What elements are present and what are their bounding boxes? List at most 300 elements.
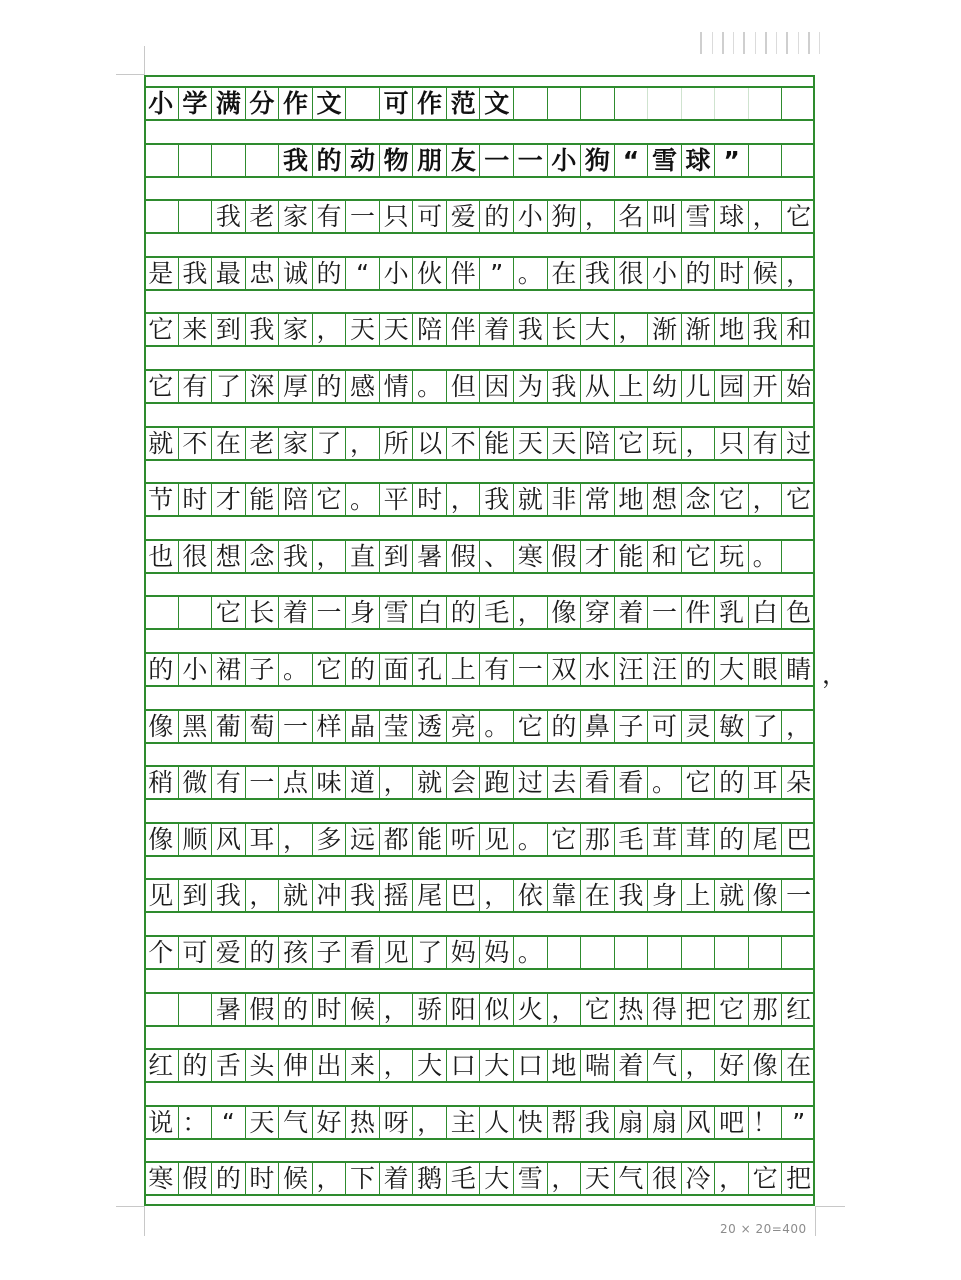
grid-cell: 爱: [211, 937, 245, 968]
grid-cell: ，: [312, 541, 346, 572]
grid-cell: 一: [479, 145, 513, 176]
grid-cell: 有: [178, 371, 212, 402]
grid-cell: 小: [547, 145, 581, 176]
grid-cell: 眼: [748, 654, 782, 685]
grid-cell: 一: [647, 597, 681, 628]
grid-cell: 为: [513, 371, 547, 402]
grid-cell: 园: [714, 371, 748, 402]
grid-cell: 着: [614, 1050, 648, 1081]
grid-cell: 来: [345, 1050, 379, 1081]
grid-cell: 它: [681, 767, 715, 798]
grid-cell: 才: [211, 484, 245, 515]
grid-cell: 儿: [681, 371, 715, 402]
grid-cell: 开: [748, 371, 782, 402]
grid-cell: 气: [278, 1107, 312, 1138]
grid-cell: 了: [748, 711, 782, 742]
faded-header-mark: [700, 30, 820, 56]
grid-cell: 穿: [580, 597, 614, 628]
grid-cell: 一: [245, 767, 279, 798]
grid-cell: [144, 145, 178, 176]
grid-cell: 就: [278, 880, 312, 911]
grid-cell: 茸: [681, 824, 715, 855]
grid-cell: ，: [614, 314, 648, 345]
grid-cell: 渐: [647, 314, 681, 345]
grid-cell: [714, 88, 748, 119]
grid-cell: 也: [148, 541, 174, 571]
grid-cell: 似: [479, 994, 513, 1025]
grid-cell: 一: [345, 201, 379, 232]
grid-cell: 深: [245, 371, 279, 402]
grid-cell: 玩: [714, 541, 748, 572]
grid-cell: 玩: [647, 428, 681, 459]
grid-cell: 候: [345, 994, 379, 1025]
grid-cell: 点: [278, 767, 312, 798]
grid-cell: 球: [681, 145, 715, 176]
grid-cell: 色: [781, 597, 815, 628]
grid-row: [144, 1161, 815, 1196]
grid-cell: 白: [412, 597, 446, 628]
grid-cell: 不: [178, 428, 212, 459]
grid-cell: 见: [379, 937, 413, 968]
grid-cell: 睛: [781, 654, 815, 685]
grid-cell: 就: [513, 484, 547, 515]
grid-size-label: 20 × 20=400: [720, 1222, 807, 1236]
grid-cell: 它: [148, 315, 174, 345]
grid-cell: 的: [178, 1050, 212, 1081]
grid-cell: [614, 88, 648, 119]
grid-cell: 节: [148, 485, 174, 515]
grid-cell: 扇: [647, 1107, 681, 1138]
grid-cell: 诚: [278, 258, 312, 289]
grid-cell: 念: [245, 541, 279, 572]
grid-cell: [748, 88, 782, 119]
grid-cell: 。: [479, 711, 513, 742]
grid-cell: 它: [748, 1163, 782, 1194]
grid-cell: 它: [580, 994, 614, 1025]
grid-cell: [714, 937, 748, 968]
grid-cell: 微: [178, 767, 212, 798]
grid-row: [144, 822, 815, 857]
grid-cell: ，: [748, 484, 782, 515]
grid-cell: 朵: [781, 767, 815, 798]
grid-cell: ，: [781, 711, 815, 742]
grid-cell: 红: [781, 994, 815, 1025]
grid-cell: 扇: [614, 1107, 648, 1138]
grid-cell: 呀: [379, 1107, 413, 1138]
grid-cell: 寒: [513, 541, 547, 572]
grid-cell: 看: [614, 767, 648, 798]
grid-cell: 巴: [781, 824, 815, 855]
crop-mark-top-left-v: [144, 46, 145, 75]
grid-cell: 可: [178, 937, 212, 968]
grid-cell: 学: [178, 88, 212, 119]
grid-cell: 小: [148, 89, 174, 118]
grid-cell: 分: [245, 88, 279, 119]
grid-cell: 靠: [547, 880, 581, 911]
grid-cell: 孩: [278, 937, 312, 968]
overflow-punctuation: ，: [822, 660, 848, 689]
grid-cell: 灵: [681, 711, 715, 742]
grid-cell: 时: [412, 484, 446, 515]
grid-cell: 个: [148, 938, 174, 967]
grid-cell: 它: [312, 654, 346, 685]
grid-cell: 亮: [446, 711, 480, 742]
grid-cell: 物: [379, 145, 413, 176]
grid-cell: ，: [379, 994, 413, 1025]
grid-cell: 我: [245, 314, 279, 345]
grid-cell: 上: [681, 880, 715, 911]
grid-cell: 鹅: [412, 1163, 446, 1194]
grid-cell: 地: [547, 1050, 581, 1081]
grid-cell: 过: [513, 767, 547, 798]
grid-cell: 乳: [714, 597, 748, 628]
grid-cell: [178, 201, 212, 232]
grid-cell: 像: [148, 711, 174, 741]
grid-cell: 摇: [379, 880, 413, 911]
grid-cell: 小: [647, 258, 681, 289]
grid-cell: 它: [211, 597, 245, 628]
grid-cell: 见: [148, 881, 174, 911]
grid-cell: 友: [446, 145, 480, 176]
grid-cell: 叫: [647, 201, 681, 232]
grid-cell: 那: [748, 994, 782, 1025]
grid-cell: 毛: [479, 597, 513, 628]
grid-cell: 尾: [412, 880, 446, 911]
grid-cell: 小: [513, 201, 547, 232]
grid-cell: 念: [681, 484, 715, 515]
grid-row: [144, 709, 815, 744]
grid-cell: ，: [278, 824, 312, 855]
grid-cell: 子: [312, 937, 346, 968]
grid-cell: [781, 88, 815, 119]
grid-cell: 我: [614, 880, 648, 911]
grid-cell: 了: [412, 937, 446, 968]
grid-cell: 它: [312, 484, 346, 515]
grid-cell: 毛: [446, 1163, 480, 1194]
grid-cell: 时: [714, 258, 748, 289]
grid-cell: 陪: [580, 428, 614, 459]
grid-cell: 毛: [614, 824, 648, 855]
grid-cell: 汪: [647, 654, 681, 685]
grid-cell: 雪: [647, 145, 681, 176]
grid-cell: 一: [278, 711, 312, 742]
grid-cell: 妈: [479, 937, 513, 968]
grid-cell: ，: [781, 258, 815, 289]
grid-row: [144, 652, 815, 687]
grid-cell: 伴: [446, 314, 480, 345]
grid-cell: “: [211, 1107, 245, 1138]
grid-cell: 大: [412, 1050, 446, 1081]
grid-cell: 能: [245, 484, 279, 515]
grid-cell: 的: [547, 711, 581, 742]
grid-cell: 着: [614, 597, 648, 628]
grid-cell: 裙: [211, 654, 245, 685]
grid-cell: 。: [647, 767, 681, 798]
grid-cell: 伸: [278, 1050, 312, 1081]
grid-cell: 吧: [714, 1107, 748, 1138]
grid-row: [144, 256, 815, 291]
grid-cell: 就: [412, 767, 446, 798]
grid-cell: ，: [580, 201, 614, 232]
grid-cell: 作: [278, 88, 312, 119]
grid-cell: 天: [547, 428, 581, 459]
grid-cell: ！: [748, 1107, 782, 1138]
grid-cell: 在: [781, 1050, 815, 1081]
grid-cell: 假: [178, 1163, 212, 1194]
grid-cell: 的: [714, 767, 748, 798]
grid-row: [144, 878, 815, 913]
grid-cell: 地: [614, 484, 648, 515]
grid-cell: 的: [714, 824, 748, 855]
grid-cell: 时: [312, 994, 346, 1025]
grid-cell: 假: [547, 541, 581, 572]
grid-cell: 来: [178, 314, 212, 345]
grid-cell: 葡: [211, 711, 245, 742]
grid-cell: 冷: [681, 1163, 715, 1194]
grid-cell: 跑: [479, 767, 513, 798]
grid-cell: 喘: [580, 1050, 614, 1081]
grid-cell: 黑: [178, 711, 212, 742]
grid-cell: 会: [446, 767, 480, 798]
grid-cell: 妈: [446, 937, 480, 968]
grid-cell: 想: [211, 541, 245, 572]
grid-cell: 看: [345, 937, 379, 968]
grid-cell: 很: [614, 258, 648, 289]
grid-cell: 雪: [513, 1163, 547, 1194]
grid-cell: 能: [412, 824, 446, 855]
grid-cell: [647, 88, 681, 119]
grid-cell: 陪: [412, 314, 446, 345]
grid-cell: ，: [547, 1163, 581, 1194]
crop-mark-bottom-right-v: [815, 1206, 816, 1236]
grid-cell: 大: [714, 654, 748, 685]
grid-cell: ，: [345, 428, 379, 459]
grid-cell: 冲: [312, 880, 346, 911]
composition-grid-sheet: [144, 75, 815, 1206]
grid-cell: 名: [614, 201, 648, 232]
grid-row: [144, 595, 815, 630]
grid-cell: ：: [178, 1107, 212, 1138]
grid-cell: 一: [781, 880, 815, 911]
grid-cell: 范: [446, 88, 480, 119]
grid-cell: 候: [278, 1163, 312, 1194]
grid-cell: 天: [513, 428, 547, 459]
grid-cell: 厚: [278, 371, 312, 402]
grid-cell: 身: [647, 880, 681, 911]
grid-cell: 狗: [580, 145, 614, 176]
grid-cell: 和: [781, 314, 815, 345]
grid-cell: [513, 88, 547, 119]
grid-cell: 耳: [245, 824, 279, 855]
grid-cell: 天: [379, 314, 413, 345]
grid-cell: 非: [547, 484, 581, 515]
grid-cell: 始: [781, 371, 815, 402]
grid-cell: 可: [412, 201, 446, 232]
grid-cell: ，: [547, 994, 581, 1025]
grid-cell: 像: [748, 1050, 782, 1081]
grid-cell: 像: [547, 597, 581, 628]
grid-cell: 很: [647, 1163, 681, 1194]
grid-cell: 莹: [379, 711, 413, 742]
grid-cell: 常: [580, 484, 614, 515]
crop-mark-bottom-left-h: [116, 1206, 144, 1207]
grid-cell: 红: [148, 1051, 174, 1081]
grid-cell: 。: [513, 824, 547, 855]
grid-cell: 以: [412, 428, 446, 459]
grid-cell: 一: [312, 597, 346, 628]
grid-cell: [144, 201, 178, 232]
grid-cell: 能: [479, 428, 513, 459]
grid-cell: 、: [479, 541, 513, 572]
grid-cell: 文: [479, 88, 513, 119]
grid-cell: 大: [479, 1163, 513, 1194]
grid-cell: 出: [312, 1050, 346, 1081]
grid-cell: 着: [479, 314, 513, 345]
grid-cell: 骄: [412, 994, 446, 1025]
grid-row: [144, 992, 815, 1027]
grid-cell: 和: [647, 541, 681, 572]
grid-cell: 口: [513, 1050, 547, 1081]
grid-cell: 的: [312, 145, 346, 176]
grid-cell: 平: [379, 484, 413, 515]
grid-cell: 我: [345, 880, 379, 911]
grid-cell: 有: [312, 201, 346, 232]
grid-cell: [681, 88, 715, 119]
grid-cell: 忠: [245, 258, 279, 289]
grid-row: [144, 312, 815, 347]
grid-cell: 的: [278, 994, 312, 1025]
grid-cell: 帮: [547, 1107, 581, 1138]
grid-cell: [647, 937, 681, 968]
grid-cell: 时: [245, 1163, 279, 1194]
grid-cell: ，: [312, 314, 346, 345]
grid-cell: 了: [312, 428, 346, 459]
grid-cell: ”: [479, 258, 513, 289]
grid-cell: [781, 145, 815, 176]
grid-cell: 味: [312, 767, 346, 798]
grid-cell: [211, 145, 245, 176]
grid-cell: 它: [681, 541, 715, 572]
grid-cell: 气: [614, 1163, 648, 1194]
grid-cell: 我: [178, 258, 212, 289]
grid-cell: 。: [278, 654, 312, 685]
grid-cell: 孔: [412, 654, 446, 685]
grid-cell: [547, 88, 581, 119]
grid-cell: 在: [211, 428, 245, 459]
grid-cell: [781, 541, 815, 572]
grid-cell: 伙: [412, 258, 446, 289]
grid-cell: [547, 937, 581, 968]
grid-cell: 一: [513, 145, 547, 176]
grid-row: [144, 482, 815, 517]
grid-cell: 阳: [446, 994, 480, 1025]
grid-cell: ，: [513, 597, 547, 628]
grid-cell: 得: [647, 994, 681, 1025]
grid-cell: 地: [714, 314, 748, 345]
grid-cell: 着: [278, 597, 312, 628]
grid-cell: [178, 145, 212, 176]
grid-cell: 老: [245, 201, 279, 232]
grid-cell: 它: [547, 824, 581, 855]
grid-cell: 热: [614, 994, 648, 1025]
grid-cell: ，: [681, 1050, 715, 1081]
grid-cell: 渐: [681, 314, 715, 345]
grid-cell: 家: [278, 201, 312, 232]
grid-cell: 的: [211, 1163, 245, 1194]
grid-cell: 天: [245, 1107, 279, 1138]
grid-cell: 爱: [446, 201, 480, 232]
grid-cell: 敏: [714, 711, 748, 742]
grid-cell: 说: [148, 1107, 174, 1137]
grid-cell: 所: [379, 428, 413, 459]
grid-cell: 子: [245, 654, 279, 685]
grid-cell: 晶: [345, 711, 379, 742]
grid-cell: 像: [748, 880, 782, 911]
grid-cell: 朋: [412, 145, 446, 176]
grid-cell: 假: [446, 541, 480, 572]
grid-cell: 时: [178, 484, 212, 515]
grid-cell: 有: [748, 428, 782, 459]
grid-cell: 热: [345, 1107, 379, 1138]
grid-cell: 它: [714, 994, 748, 1025]
grid-cell: 。: [513, 937, 547, 968]
grid-cell: 大: [580, 314, 614, 345]
grid-cell: 主: [446, 1107, 480, 1138]
grid-cell: 情: [379, 371, 413, 402]
grid-cell: ，: [748, 201, 782, 232]
grid-cell: 天: [580, 1163, 614, 1194]
grid-cell: 的: [681, 654, 715, 685]
grid-cell: ，: [245, 880, 279, 911]
grid-cell: 文: [312, 88, 346, 119]
grid-cell: 。: [412, 371, 446, 402]
grid-cell: 天: [345, 314, 379, 345]
grid-cell: 陪: [278, 484, 312, 515]
grid-cell: [144, 597, 178, 628]
grid-cell: ，: [312, 1163, 346, 1194]
grid-cell: 到: [211, 314, 245, 345]
grid-cell: 它: [714, 484, 748, 515]
grid-cell: 口: [446, 1050, 480, 1081]
grid-cell: 汪: [614, 654, 648, 685]
grid-cell: 的: [345, 654, 379, 685]
grid-cell: 它: [513, 711, 547, 742]
grid-cell: 的: [312, 258, 346, 289]
grid-cell: 狗: [547, 201, 581, 232]
crop-mark-top-left-h: [116, 74, 144, 75]
grid-cell: 球: [714, 201, 748, 232]
grid-cell: [345, 88, 379, 119]
grid-cell: 见: [479, 824, 513, 855]
grid-cell: ”: [781, 1107, 815, 1138]
grid-cell: “: [614, 145, 648, 176]
grid-cell: ，: [446, 484, 480, 515]
grid-cell: 有: [211, 767, 245, 798]
grid-cell: 可: [379, 88, 413, 119]
grid-row: [144, 86, 815, 121]
grid-cell: 很: [178, 541, 212, 572]
grid-cell: ”: [714, 145, 748, 176]
grid-cell: 假: [245, 994, 279, 1025]
crop-mark-bottom-left-v: [144, 1206, 145, 1236]
grid-row: [144, 143, 815, 178]
grid-cell: 双: [547, 654, 581, 685]
grid-cell: [245, 145, 279, 176]
grid-cell: 多: [312, 824, 346, 855]
grid-cell: 我: [479, 484, 513, 515]
grid-cell: 寒: [148, 1164, 174, 1194]
grid-cell: [144, 994, 178, 1025]
